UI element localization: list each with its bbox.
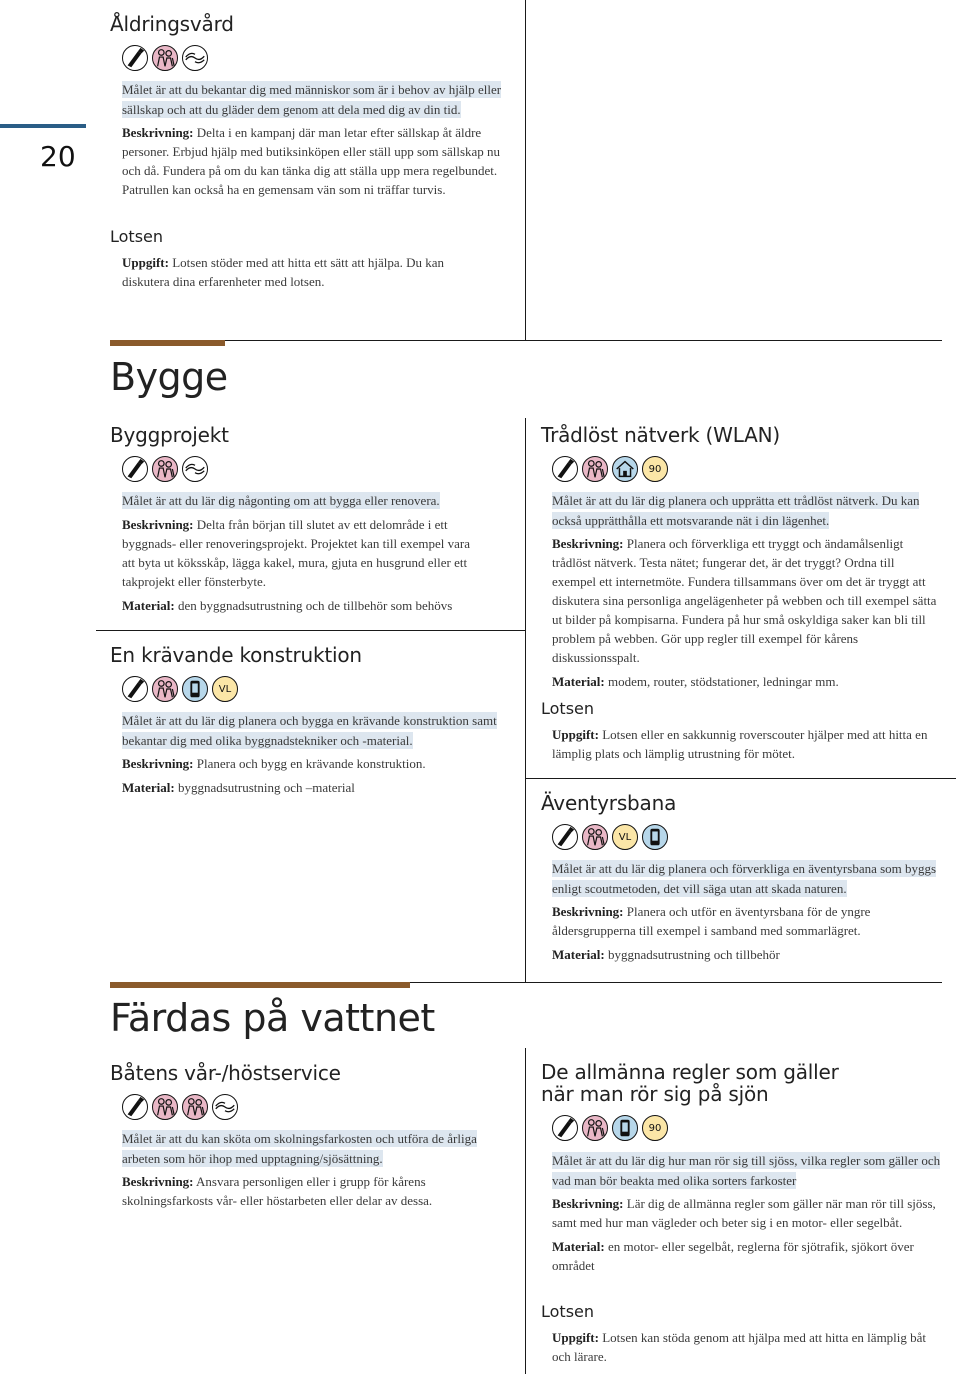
- batens-title: Båtens vår-/höstservice: [110, 1061, 341, 1085]
- regler-desc-label: Beskrivning:: [552, 1196, 624, 1211]
- group-people-icon: [582, 824, 608, 850]
- wlan-material: modem, router, stödstationer, ledningar mm.: [604, 674, 839, 689]
- batens-desc: Ansvara personligen eller i grupp för kårens skolningsfarkosts vår- eller höstarbeten eller delar av dessa.: [122, 1174, 433, 1208]
- byggprojekt-goal: Målet är att du lär dig någonting om att bygga eller renovera.: [122, 493, 440, 508]
- kravande-material: byggnadsutrustning och –material: [174, 780, 355, 795]
- bygge-column-divider: [525, 418, 526, 983]
- fardas-section-title: Färdas på vattnet: [110, 996, 435, 1040]
- byggprojekt-material-label: Material:: [122, 597, 175, 613]
- regler-title-line2: när man rör sig på sjön: [541, 1082, 769, 1106]
- batens-icons: [122, 1094, 238, 1120]
- vl-icon: VL: [212, 676, 238, 702]
- regler-task-label: Uppgift:: [552, 1330, 599, 1345]
- aldringsvard-text: [122, 80, 514, 199]
- group-people-icon: [152, 676, 178, 702]
- page-number: 20: [40, 140, 76, 173]
- wlan-desc-label: Beskrivning:: [552, 536, 624, 551]
- wlan-text: [552, 491, 937, 691]
- bygge-section-bar: [110, 340, 225, 346]
- fardas-section-bar: [110, 982, 410, 988]
- byggprojekt-title: Byggprojekt: [110, 423, 229, 447]
- regler-task-text: Lotsen kan stöda genom att hjälpa med att hitta en lämplig båt och lärare.: [552, 1330, 927, 1364]
- kravande-text: [122, 711, 502, 797]
- group-people-icon: [582, 456, 608, 482]
- regler-material: en motor- eller segelbåt, reglerna för sjötrafik, sjökort över området: [552, 1239, 914, 1273]
- aldringsvard-desc: Delta i en kampanj där man letar efter sällskap åt äldre personer. Erbjud hjälp med butiksinköpen eller ställ upp som sällskap nu och då. Fundera på om du kan tänka dig att ställa upp mera regelbundet. Patrullen kan också ha en gemensam vän som ni träffar turvis.: [122, 125, 501, 197]
- regler-text: [552, 1151, 942, 1275]
- wlan-task: [552, 725, 942, 763]
- ninety-minutes-icon: 90: [642, 1115, 668, 1141]
- batens-goal: Målet är att du kan sköta om skolningsfarkosten och utföra de årliga arbeten som hör ihop med upptagning/sjösättning.: [122, 1131, 477, 1166]
- phone-icon: [182, 676, 208, 702]
- handshake-icon: [212, 1094, 238, 1120]
- group-people-icon: [152, 456, 178, 482]
- aventyrsbana-goal: Målet är att du lär dig planera och förverkliga en äventyrsbana som byggs enligt scoutmetoden, det vill säga utan att skada naturen.: [552, 861, 937, 896]
- tool-icon: [122, 676, 148, 702]
- kravande-desc-label: Beskrivning:: [122, 756, 194, 771]
- kravande-icons: [122, 676, 238, 702]
- byggprojekt-icons: [122, 456, 208, 482]
- page-tab-marker: [0, 124, 86, 128]
- aventyrsbana-text: [552, 859, 937, 964]
- wlan-icons: [552, 456, 668, 482]
- aventyrsbana-title: Äventyrsbana: [541, 791, 677, 815]
- batens-text: [122, 1129, 507, 1210]
- byggprojekt-desc: Delta från början till slutet av ett delområde i ett byggnads- eller renoveringsprojekt. Projektet kan till exempel vara att byta ut köksskåp, lägga kakel, mura, gjuta en husgrund eller ett takprojekt eller fönsterbyte.: [122, 516, 470, 589]
- regler-task: [552, 1328, 942, 1366]
- wlan-material-label: Material:: [552, 674, 605, 689]
- batens-desc-label: Beskrivning:: [122, 1174, 194, 1189]
- kravande-desc: Planera och bygg en krävande konstruktion.: [193, 756, 426, 771]
- byggprojekt-desc-label: Beskrivning:: [122, 516, 194, 532]
- aldringsvard-title: Åldringsvård: [110, 12, 234, 36]
- group-people-icon: [152, 1094, 178, 1120]
- tool-icon: [122, 456, 148, 482]
- byggprojekt-text: [122, 491, 482, 615]
- ninety-minutes-icon: 90: [642, 456, 668, 482]
- tool-icon: [552, 824, 578, 850]
- aldringsvard-task-text: Lotsen stöder med att hitta ett sätt att hjälpa. Du kan diskutera dina erfarenheter med lotsen.: [122, 255, 445, 289]
- tool-icon: [552, 456, 578, 482]
- wlan-lotsen-title: Lotsen: [541, 699, 595, 718]
- aventyrsbana-desc-label: Beskrivning:: [552, 904, 624, 919]
- phone-icon: [642, 824, 668, 850]
- tool-icon: [552, 1115, 578, 1141]
- wlan-task-label: Uppgift:: [552, 727, 599, 742]
- aventyrsbana-desc: Planera och utför en äventyrsbana för de yngre åldersgrupperna till exempel i samband med sommarlägret.: [552, 904, 871, 938]
- kravande-material-label: Material:: [122, 780, 175, 795]
- handshake-icon: [182, 456, 208, 482]
- aldringsvard-task-label: Uppgift:: [122, 255, 169, 270]
- wlan-desc: Planera och förverkliga ett tryggt och ändamålsenligt trådlöst nätverk. Testa nätet; fungerar det, är det tryggt? Ordna till exempel ett internetmöte. Fundera tillsammans över om det är tryggt att diskutera sina personliga angelägenheter på webben och till exempel sätta ut bilder på kompisarna. Fundera på hur små oskyldiga saker kan bli till problem på webben. Gör upp regler till exempel för kårens diskussionsspalt.: [552, 536, 937, 665]
- aventyrsbana-material: byggnadsutrustning och tillbehör: [604, 947, 780, 962]
- regler-lotsen-title: Lotsen: [541, 1302, 595, 1321]
- elderly-people-icon: [182, 1094, 208, 1120]
- regler-material-label: Material:: [552, 1239, 605, 1254]
- regler-goal: Målet är att du lär dig hur man rör sig till sjöss, vilka regler som gäller och vad man bör beakta med olika sorters farkoster: [552, 1153, 941, 1188]
- aldringsvard-lotsen-title: Lotsen: [110, 227, 164, 246]
- wlan-task-text: Lotsen eller en sakkunnig roverscouter hjälper med att hitta en lämplig plats och lämplig utrustning för mötet.: [552, 727, 928, 761]
- wlan-title: Trådlöst nätverk (WLAN): [541, 423, 780, 447]
- handshake-icon: [182, 45, 208, 71]
- aldringsvard-task: [122, 253, 492, 291]
- elderly-people-icon: [152, 45, 178, 71]
- kravande-title: En krävande konstruktion: [110, 643, 362, 667]
- bygge-top-rule: [110, 340, 942, 341]
- regler-icons: [552, 1115, 668, 1141]
- bygge-section-title: Bygge: [110, 355, 228, 399]
- aldringsvard-icons: [122, 45, 208, 71]
- aldringsvard-desc-label: Beskrivning:: [122, 125, 194, 140]
- wlan-goal: Målet är att du lär dig planera och upprätta ett trådlöst nätverk. Du kan också upprätthålla ett motsvarande nät i din lägenhet.: [552, 493, 920, 528]
- regler-title: [541, 1061, 839, 1105]
- group-people-icon: [582, 1115, 608, 1141]
- tool-icon: [122, 1094, 148, 1120]
- regler-desc: Lär dig de allmänna regler som gäller när man rör till sjöss, samt med hur man vägleder och beter sig i en motor- eller segelbåt.: [552, 1196, 936, 1230]
- wlan-rule: [526, 778, 956, 779]
- phone-icon: [612, 1115, 638, 1141]
- byggprojekt-rule: [96, 630, 526, 631]
- tool-icon: [122, 45, 148, 71]
- aventyrsbana-icons: [552, 824, 668, 850]
- kravande-goal: Målet är att du lär dig planera och bygga en krävande konstruktion samt bekantar dig med olika byggnadstekniker och -material.: [122, 713, 497, 748]
- top-column-divider: [525, 0, 526, 340]
- aventyrsbana-material-label: Material:: [552, 947, 605, 962]
- byggprojekt-material: den byggnadsutrustning och de tillbehör som behövs: [174, 597, 453, 613]
- fardas-column-divider: [525, 1048, 526, 1374]
- aldringsvard-goal: Målet är att du bekantar dig med människor som är i behov av hjälp eller sällskap och att du gläder dem genom att dela med dig av din tid.: [122, 82, 502, 117]
- vl-icon: VL: [612, 824, 638, 850]
- house-icon: [612, 456, 638, 482]
- regler-title-line1: De allmänna regler som gäller: [541, 1060, 839, 1084]
